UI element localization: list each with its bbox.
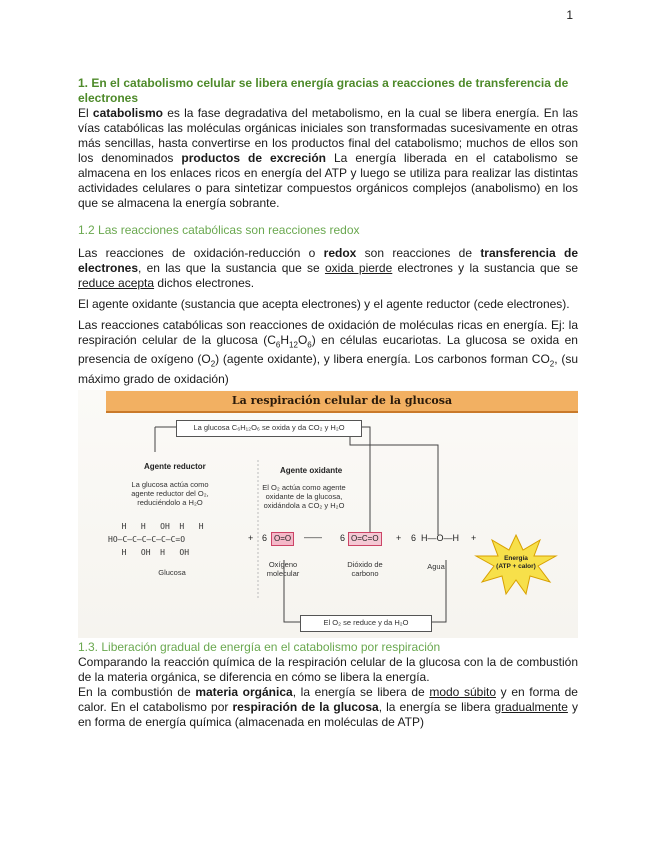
energy-label: Energía (ATP + calor)	[496, 554, 536, 570]
plus-sign-1: +	[248, 532, 254, 543]
redox-paragraph: Las reacciones de oxidación-reducción o redox son reacciones de transferencia de electrones, en las que la sustancia que se oxida pierde electrones y la sustancia que se reduce acepta dichos electrones.	[78, 246, 578, 290]
comparison-paragraph: Comparando la reacción química de la respiración celular de la glucosa con la de combustión de la materia orgánica, se diferencia en cómo se libera la energía.	[78, 654, 578, 684]
co2-coefficient: 6	[340, 532, 346, 543]
section-1-3-heading: 1.3. Liberación gradual de energía en el catabolismo por respiración	[78, 639, 441, 654]
reducer-description: La glucosa actúa como agente reductor del O₂, reduciéndolo a H₂O	[131, 479, 209, 507]
oxidant-heading: Agente oxidante	[280, 465, 343, 475]
o2-coefficient: 6	[262, 532, 268, 543]
combustion-paragraph: En la combustión de materia orgánica, la energía se libera de modo súbito y en forma de calor. En el catabolismo por respiración de la glucosa, la energía se libera gradualmente y en forma de energía química (almacenada en moléculas de ATP)	[78, 684, 578, 729]
respiration-figure	[78, 390, 578, 638]
o2-label: Oxígeno molecular	[266, 559, 300, 578]
section-1-2-heading: 1.2 Las reacciones catabólicas son reacciones redox	[78, 223, 360, 237]
glucose-oxidizes-box: La glucosa C₆H₁₂O₆ se oxida y da CO₂ y H₂O	[176, 420, 362, 437]
document-body	[78, 76, 578, 730]
page-number: 1	[566, 8, 573, 22]
o2-reduces-box: El O₂ se reduce y da H₂O	[300, 615, 432, 632]
plus-sign-3: +	[471, 532, 477, 543]
h2o-label: Agua	[427, 561, 445, 571]
co2-label: Dióxido de carbono	[347, 559, 383, 578]
section-1-paragraph: El catabolismo es la fase degradativa del metabolismo, en la cual se libera energía. En las vías catabólicas las moléculas orgánicas iniciales son transformadas sucesivamente en otras más sencillas, hasta convertirse en los productos final del catabolismo; muchos de ellos son los denominados productos de excreción La energía liberada en el catabolismo se almacena en los enlaces ricos en energía del ATP y luego se utiliza para realizar las distintas actividades celulares o para sintetizar compuestos orgánicos complejos (anabolismo) en los que se almacena la energía sobrante.	[78, 106, 578, 210]
glucose-paragraph: Las reacciones catabólicas son reacciones de oxidación de moléculas ricas en energía. Ej: la respiración celular de la glucosa $(C_6H_{12}O_6)$ en células eucariotas. La glucosa se oxida en presencia de oxígeno $(O_2)$ (agente oxidante), y libera energía. Los carbonos forman $CO_2$, (su máximo grado de oxidación)	[78, 318, 578, 386]
glucose-structure-top: H H OH H H	[112, 521, 204, 531]
reducer-heading: Agente reductor	[144, 461, 206, 471]
agents-paragraph: El agente oxidante (sustancia que acepta electrones) y el agente reductor (cede electrones).	[78, 297, 570, 311]
oxidant-description: El O₂ actúa como agente oxidante de la glucosa, oxidándola a CO₂ y H₂O	[262, 482, 346, 510]
reaction-arrow: ——	[304, 531, 322, 542]
glucose-label: Glucosa	[158, 567, 186, 577]
glucose-structure-bottom: H OH H OH	[112, 547, 190, 557]
co2-formula: O=C=O	[348, 532, 382, 546]
glucose-structure-chain: HO—C—C—C—C—C—C=O	[108, 534, 186, 544]
plus-sign-2: +	[396, 532, 402, 543]
figure-title: La respiración celular de la glucosa	[231, 393, 453, 407]
h2o-coefficient: 6	[411, 532, 417, 543]
o2-formula: O=O	[271, 532, 294, 546]
h2o-formula: H—O—H	[421, 532, 459, 543]
section-1-heading: 1. En el catabolismo celular se libera energía gracias a reacciones de transferencia de electrones	[78, 76, 569, 105]
